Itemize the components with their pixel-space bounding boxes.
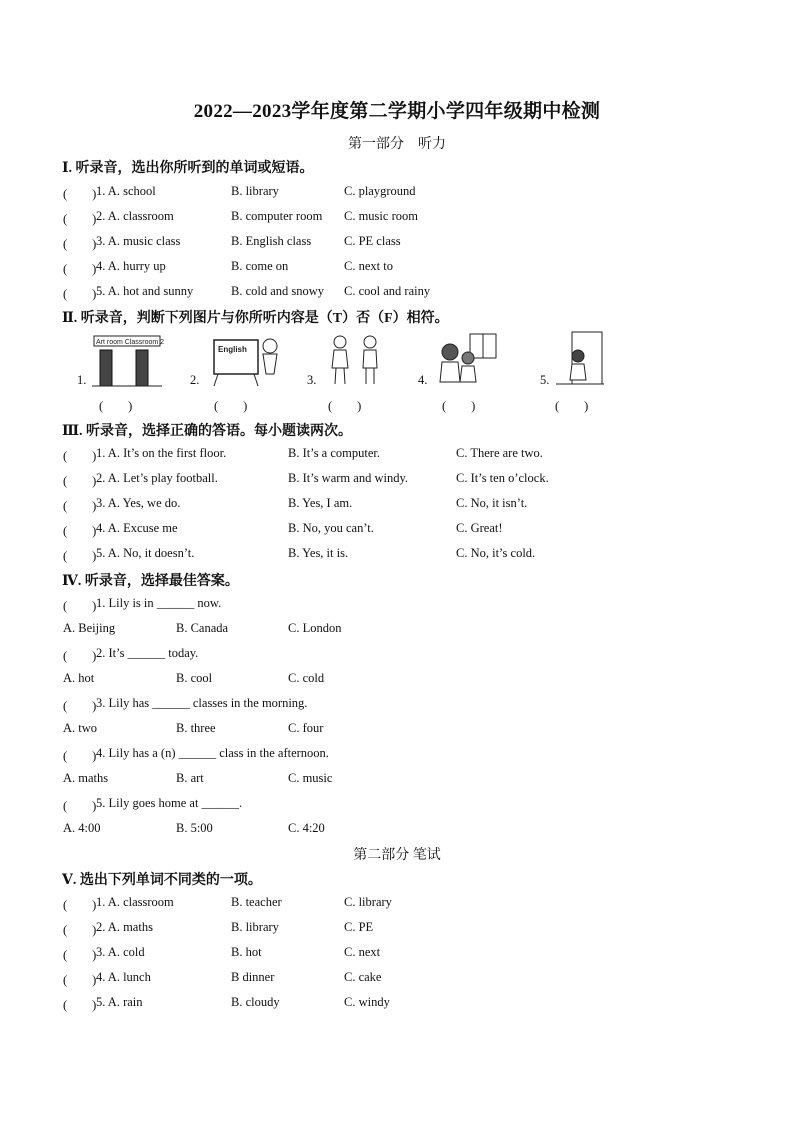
option-b: B. teacher	[231, 895, 282, 909]
answer-bracket[interactable]: ( )	[63, 973, 97, 987]
picture-signs-doors	[92, 330, 164, 388]
picture-1-sign-text: Art room Classroom 2	[96, 339, 165, 346]
question-option-a: 5. A. rain	[96, 995, 143, 1009]
option-a: A. maths	[63, 771, 109, 785]
answer-bracket[interactable]: ( )	[63, 499, 97, 513]
section-3-heading: Ⅲ. 听录音，选择正确的答语。每小题读两次。	[62, 424, 353, 439]
answer-bracket[interactable]: ( )	[63, 237, 97, 251]
option-b: B. library	[231, 920, 279, 934]
options-row	[0, 671, 794, 689]
option-c: C. playground	[344, 184, 416, 198]
answer-bracket[interactable]: ( )	[63, 262, 97, 276]
option-b: B dinner	[231, 970, 275, 984]
answer-bracket[interactable]: ( )	[63, 649, 97, 663]
option-c: C. next	[344, 945, 381, 959]
option-b: B. cool	[176, 671, 213, 685]
option-b: B. English class	[231, 234, 312, 248]
question-row	[0, 234, 794, 252]
options-row	[0, 721, 794, 739]
answer-bracket[interactable]: ( )	[63, 948, 97, 962]
question-option-a: 5. A. hot and sunny	[96, 284, 194, 298]
picture-number-4: 4.	[418, 373, 428, 387]
question-text: 4. Lily has a (n) ______ class in the afternoon.	[96, 746, 329, 760]
answer-bracket[interactable]: ( )	[63, 212, 97, 226]
answer-bracket[interactable]: ( )	[63, 998, 97, 1012]
options-row	[0, 621, 794, 639]
option-c: C. next to	[344, 259, 393, 273]
question-row	[0, 471, 794, 489]
option-c: C. cold	[288, 671, 325, 685]
answer-bracket[interactable]: ( )	[63, 898, 97, 912]
option-b: B. Canada	[176, 621, 229, 635]
question-row	[0, 446, 794, 464]
question-option-a: 1. A. school	[96, 184, 156, 198]
question-text: 2. It’s ______ today.	[96, 646, 199, 660]
option-c: C. London	[288, 621, 342, 635]
picture-2-board-text: English	[218, 345, 247, 354]
picture-5-answer-bracket[interactable]: ( )	[555, 399, 589, 413]
option-c: C. library	[344, 895, 392, 909]
question-row	[0, 945, 794, 963]
question-row	[0, 696, 794, 714]
answer-bracket[interactable]: ( )	[63, 287, 97, 301]
option-c: C. cake	[344, 970, 382, 984]
question-option-a: 4. A. Excuse me	[96, 521, 178, 535]
picture-3-answer-bracket[interactable]: ( )	[328, 399, 362, 413]
question-text: 1. Lily is in ______ now.	[96, 596, 222, 610]
picture-4-answer-bracket[interactable]: ( )	[442, 399, 476, 413]
option-b: B. art	[176, 771, 204, 785]
picture-number-5: 5.	[540, 373, 550, 387]
section-1-heading: Ⅰ. 听录音，选出你所听到的单词或短语。	[62, 161, 314, 176]
option-c: C. Great!	[456, 521, 503, 535]
options-row	[0, 821, 794, 839]
option-b: B. Yes, I am.	[288, 496, 353, 510]
option-b: B. cloudy	[231, 995, 280, 1009]
option-c: C. There are two.	[456, 446, 543, 460]
option-c: C. music room	[344, 209, 418, 223]
answer-bracket[interactable]: ( )	[63, 524, 97, 538]
answer-bracket[interactable]: ( )	[63, 923, 97, 937]
option-a: A. Beijing	[63, 621, 116, 635]
answer-bracket[interactable]: ( )	[63, 599, 97, 613]
question-row	[0, 746, 794, 764]
answer-bracket[interactable]: ( )	[63, 449, 97, 463]
picture-number-3: 3.	[307, 373, 317, 387]
picture-english-board	[208, 330, 283, 388]
option-b: B. It’s warm and windy.	[288, 471, 409, 485]
option-b: B. 5:00	[176, 821, 213, 835]
question-option-a: 1. A. classroom	[96, 895, 174, 909]
option-c: C. cool and rainy	[344, 284, 431, 298]
question-option-a: 5. A. No, it doesn’t.	[96, 546, 195, 560]
question-option-a: 1. A. It’s on the first floor.	[96, 446, 227, 460]
part-one-heading: 第一部分 听力	[348, 137, 446, 152]
question-row	[0, 995, 794, 1013]
option-c: C. It’s ten o’clock.	[456, 471, 549, 485]
question-option-a: 4. A. hurry up	[96, 259, 166, 273]
question-option-a: 3. A. cold	[96, 945, 145, 959]
option-b: B. cold and snowy	[231, 284, 325, 298]
question-option-a: 2. A. classroom	[96, 209, 174, 223]
options-row	[0, 771, 794, 789]
picture-2-answer-bracket[interactable]: ( )	[214, 399, 248, 413]
picture-number-2: 2.	[190, 373, 200, 387]
option-a: A. two	[63, 721, 98, 735]
option-b: B. It’s a computer.	[288, 446, 380, 460]
question-row	[0, 895, 794, 913]
question-text: 5. Lily goes home at ______.	[96, 796, 243, 810]
answer-bracket[interactable]: ( )	[63, 474, 97, 488]
question-option-a: 2. A. maths	[96, 920, 153, 934]
picture-children-window	[436, 330, 498, 388]
question-row	[0, 521, 794, 539]
question-row	[0, 796, 794, 814]
answer-bracket[interactable]: ( )	[63, 699, 97, 713]
question-row	[0, 920, 794, 938]
answer-bracket[interactable]: ( )	[63, 187, 97, 201]
answer-bracket[interactable]: ( )	[63, 549, 97, 563]
question-row	[0, 284, 794, 302]
question-row	[0, 259, 794, 277]
option-c: C. 4:20	[288, 821, 325, 835]
question-row	[0, 209, 794, 227]
page-title: 2022—2023学年度第二学期小学四年级期中检测	[193, 101, 601, 122]
option-c: C. four	[288, 721, 324, 735]
option-b: B. library	[231, 184, 279, 198]
question-option-a: 2. A. Let’s play football.	[96, 471, 218, 485]
question-row	[0, 184, 794, 202]
question-row	[0, 596, 794, 614]
option-c: C. PE class	[344, 234, 401, 248]
section-4-heading: Ⅳ. 听录音，选择最佳答案。	[62, 574, 239, 589]
section-5-heading: Ⅴ. 选出下列单词不同类的一项。	[62, 873, 262, 888]
option-b: B. Yes, it is.	[288, 546, 349, 560]
option-c: C. music	[288, 771, 333, 785]
option-b: B. No, you can’t.	[288, 521, 374, 535]
picture-two-children	[326, 330, 386, 388]
question-option-a: 3. A. music class	[96, 234, 181, 248]
question-row	[0, 496, 794, 514]
picture-1-answer-bracket[interactable]: ( )	[99, 399, 133, 413]
option-b: B. hot	[231, 945, 262, 959]
option-c: C. windy	[344, 995, 390, 1009]
option-b: B. come on	[231, 259, 289, 273]
option-c: C. PE	[344, 920, 374, 934]
question-option-a: 3. A. Yes, we do.	[96, 496, 181, 510]
section-2-heading: Ⅱ. 听录音，判断下列图片与你所听内容是（T）否（F）相符。	[62, 311, 449, 326]
question-row	[0, 970, 794, 988]
option-c: C. No, it’s cold.	[456, 546, 536, 560]
picture-number-1: 1.	[77, 373, 87, 387]
option-c: C. No, it isn’t.	[456, 496, 528, 510]
option-a: A. 4:00	[63, 821, 101, 835]
picture-girl-door	[556, 330, 606, 388]
option-b: B. computer room	[231, 209, 323, 223]
question-row	[0, 546, 794, 564]
option-b: B. three	[176, 721, 216, 735]
question-text: 3. Lily has ______ classes in the morning.	[96, 696, 308, 710]
question-row	[0, 646, 794, 664]
answer-bracket[interactable]: ( )	[63, 799, 97, 813]
answer-bracket[interactable]: ( )	[63, 749, 97, 763]
option-a: A. hot	[63, 671, 95, 685]
part-two-heading: 第二部分 笔试	[353, 848, 441, 863]
question-option-a: 4. A. lunch	[96, 970, 151, 984]
